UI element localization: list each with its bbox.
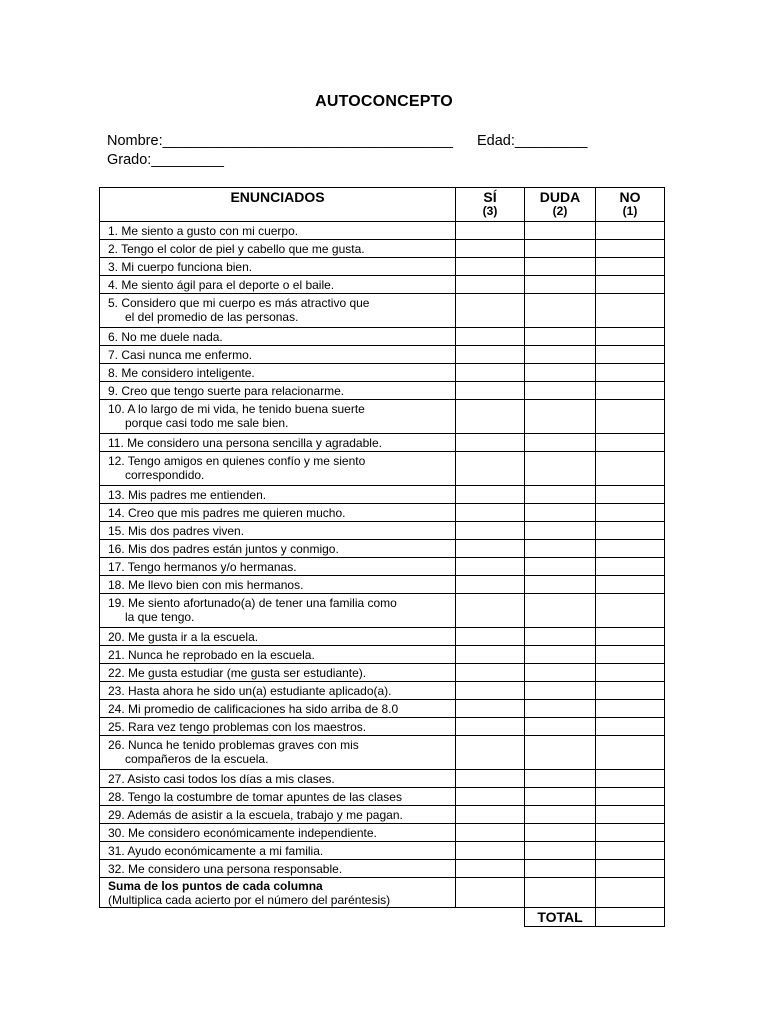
answer-cell-no[interactable]: [596, 294, 665, 328]
answer-cell-duda[interactable]: [525, 486, 596, 504]
statement-row: [100, 736, 665, 770]
header-label: SÍ: [483, 189, 497, 205]
answer-cell-duda[interactable]: [525, 788, 596, 806]
statement-text: 30. Me considero económicamente independiente.: [108, 826, 377, 840]
statement-row: [100, 294, 665, 328]
statement-text: 11. Me considero una persona sencilla y agradable.: [108, 436, 382, 450]
statement-row: [100, 382, 665, 400]
answer-cell-duda[interactable]: [525, 628, 596, 646]
statement-text: 29. Además de asistir a la escuela, trabajo y me pagan.: [108, 808, 403, 822]
header-row: [100, 188, 665, 222]
statement-cell: [100, 328, 456, 346]
statement-text: 17. Tengo hermanos y/o hermanas.: [108, 560, 297, 574]
answer-cell-duda[interactable]: [525, 770, 596, 788]
statement-text: 23. Hasta ahora he sido un(a) estudiante aplicado(a).: [108, 684, 392, 698]
answer-cell-si[interactable]: [456, 258, 525, 276]
answer-cell-no[interactable]: [596, 664, 665, 682]
sum-label: Suma de los puntos de cada columna: [108, 879, 323, 893]
statement-row: [100, 806, 665, 824]
statement-cell: [100, 664, 456, 682]
statement-text: 8. Me considero inteligente.: [108, 366, 255, 380]
answer-cell-no[interactable]: [596, 646, 665, 664]
statement-text: 2. Tengo el color de piel y cabello que me gusta.: [108, 242, 365, 256]
statement-text: la que tengo.: [125, 610, 195, 624]
answer-cell-no[interactable]: [596, 240, 665, 258]
answer-cell-si[interactable]: [456, 718, 525, 736]
answer-cell-si[interactable]: [456, 294, 525, 328]
answer-cell-no[interactable]: [596, 682, 665, 700]
statement-row: [100, 842, 665, 860]
statement-row: [100, 222, 665, 240]
sum-label-cell: [100, 878, 456, 908]
statement-text: 32. Me considero una persona responsable.: [108, 862, 343, 876]
answer-cell-si[interactable]: [456, 222, 525, 240]
answer-cell-si[interactable]: [456, 486, 525, 504]
answer-cell-no[interactable]: [596, 328, 665, 346]
answer-cell-si[interactable]: [456, 328, 525, 346]
answer-cell-duda[interactable]: [525, 576, 596, 594]
answer-cell-duda[interactable]: [525, 328, 596, 346]
statement-row: [100, 646, 665, 664]
statement-text: 18. Me llevo bien con mis hermanos.: [108, 578, 304, 592]
header-score: (3): [482, 204, 498, 218]
statement-text: 1. Me siento a gusto con mi cuerpo.: [108, 224, 299, 238]
answer-cell-si[interactable]: [456, 576, 525, 594]
statement-text: el del promedio de las personas.: [125, 310, 299, 324]
answer-cell-si[interactable]: [456, 842, 525, 860]
statement-row: [100, 258, 665, 276]
statement-text: 14. Creo que mis padres me quieren mucho.: [108, 506, 346, 520]
answer-cell-duda[interactable]: [525, 522, 596, 540]
answer-cell-duda[interactable]: [525, 558, 596, 576]
statement-text: 6. No me duele nada.: [108, 330, 223, 344]
answer-cell-duda[interactable]: [525, 294, 596, 328]
statement-row: [100, 364, 665, 382]
header-label: NO: [619, 189, 641, 205]
statement-text: 28. Tengo la costumbre de tomar apuntes de las clases: [108, 790, 402, 804]
statement-cell: [100, 276, 456, 294]
statement-row: [100, 770, 665, 788]
statement-text: 16. Mis dos padres están juntos y conmigo.: [108, 542, 339, 556]
answer-cell-duda[interactable]: [525, 504, 596, 522]
header-duda: [525, 188, 596, 222]
statement-text: 27. Asisto casi todos los días a mis clases.: [108, 772, 335, 786]
answer-cell-no[interactable]: [596, 400, 665, 434]
answer-cell-no[interactable]: [596, 276, 665, 294]
statement-row: [100, 664, 665, 682]
statement-cell: [100, 258, 456, 276]
answer-cell-no[interactable]: [596, 806, 665, 824]
answer-cell-duda[interactable]: [525, 240, 596, 258]
header-label: ENUNCIADOS: [230, 189, 325, 205]
answer-cell-no[interactable]: [596, 540, 665, 558]
answer-cell-no[interactable]: [596, 258, 665, 276]
answer-cell-duda[interactable]: [525, 594, 596, 628]
answer-cell-si[interactable]: [456, 824, 525, 842]
statement-row: [100, 860, 665, 878]
statement-text: 5. Considero que mi cuerpo es más atractivo que: [108, 296, 370, 310]
answer-cell-no[interactable]: [596, 770, 665, 788]
answer-cell-no[interactable]: [596, 718, 665, 736]
answer-cell-duda[interactable]: [525, 364, 596, 382]
nombre-field[interactable]: Nombre:____________________________________: [107, 133, 453, 149]
header-label: DUDA: [539, 189, 581, 205]
answer-cell-si[interactable]: [456, 788, 525, 806]
answer-cell-si[interactable]: [456, 700, 525, 718]
statement-cell: [100, 540, 456, 558]
total-value-cell[interactable]: [596, 908, 665, 927]
answer-cell-si[interactable]: [456, 540, 525, 558]
statement-text: 24. Mi promedio de calificaciones ha sido arriba de 8.0: [108, 702, 399, 716]
statement-text: 25. Rara vez tengo problemas con los maestros.: [108, 720, 367, 734]
edad-field[interactable]: Edad:_________: [477, 133, 588, 149]
answer-cell-duda[interactable]: [525, 700, 596, 718]
statement-text: 20. Me gusta ir a la escuela.: [108, 630, 259, 644]
statement-row: [100, 718, 665, 736]
answer-cell-no[interactable]: [596, 736, 665, 770]
answer-cell-no[interactable]: [596, 452, 665, 486]
statement-row: [100, 594, 665, 628]
answer-cell-no[interactable]: [596, 594, 665, 628]
statement-cell: [100, 842, 456, 860]
answer-cell-duda[interactable]: [525, 842, 596, 860]
statement-row: [100, 400, 665, 434]
statement-row: [100, 276, 665, 294]
statement-cell: [100, 400, 456, 434]
answer-cell-no[interactable]: [596, 842, 665, 860]
answer-cell-no[interactable]: [596, 628, 665, 646]
sum-duda-cell[interactable]: [525, 878, 596, 908]
header-si: [456, 188, 525, 222]
statement-cell: [100, 364, 456, 382]
statement-row: [100, 486, 665, 504]
statement-cell: [100, 788, 456, 806]
sum-no-cell[interactable]: [596, 878, 665, 908]
answer-cell-si[interactable]: [456, 452, 525, 486]
grado-field[interactable]: Grado:_________: [107, 152, 224, 168]
answer-cell-si[interactable]: [456, 736, 525, 770]
statement-cell: [100, 486, 456, 504]
answer-cell-si[interactable]: [456, 346, 525, 364]
answer-cell-no[interactable]: [596, 434, 665, 452]
statement-cell: [100, 646, 456, 664]
statement-text: 26. Nunca he tenido problemas graves con mis: [108, 738, 359, 752]
total-blank: [456, 908, 525, 927]
answer-cell-no[interactable]: [596, 558, 665, 576]
statement-cell: [100, 628, 456, 646]
statement-row: [100, 824, 665, 842]
answer-cell-si[interactable]: [456, 594, 525, 628]
answer-cell-si[interactable]: [456, 240, 525, 258]
answer-cell-duda[interactable]: [525, 682, 596, 700]
answer-cell-no[interactable]: [596, 382, 665, 400]
answer-cell-no[interactable]: [596, 346, 665, 364]
answer-cell-duda[interactable]: [525, 276, 596, 294]
sum-si-cell[interactable]: [456, 878, 525, 908]
statement-cell: [100, 504, 456, 522]
answer-cell-duda[interactable]: [525, 806, 596, 824]
answer-cell-duda[interactable]: [525, 860, 596, 878]
page-title: AUTOCONCEPTO: [315, 93, 453, 110]
answer-cell-si[interactable]: [456, 434, 525, 452]
answer-cell-si[interactable]: [456, 646, 525, 664]
answer-cell-no[interactable]: [596, 222, 665, 240]
statement-row: [100, 346, 665, 364]
statement-row: [100, 540, 665, 558]
answer-cell-duda[interactable]: [525, 718, 596, 736]
statement-text: 13. Mis padres me entienden.: [108, 488, 267, 502]
total-row: [100, 908, 665, 927]
total-blank: [100, 908, 456, 927]
statement-row: [100, 504, 665, 522]
statement-cell: [100, 682, 456, 700]
statement-row: [100, 522, 665, 540]
statement-text: 4. Me siento ágil para el deporte o el baile.: [108, 278, 335, 292]
answer-cell-no[interactable]: [596, 522, 665, 540]
answer-cell-no[interactable]: [596, 824, 665, 842]
statement-row: [100, 788, 665, 806]
statement-cell: [100, 522, 456, 540]
statement-cell: [100, 576, 456, 594]
answer-cell-si[interactable]: [456, 664, 525, 682]
statement-cell: [100, 770, 456, 788]
answer-cell-si[interactable]: [456, 276, 525, 294]
questionnaire-table: [99, 187, 665, 927]
statement-cell: [100, 806, 456, 824]
statement-cell: [100, 860, 456, 878]
answer-cell-no[interactable]: [596, 364, 665, 382]
answer-cell-duda[interactable]: [525, 664, 596, 682]
statement-text: 7. Casi nunca me enfermo.: [108, 348, 253, 362]
statement-text: 12. Tengo amigos en quienes confío y me siento: [108, 454, 366, 468]
statement-cell: [100, 434, 456, 452]
statement-cell: [100, 824, 456, 842]
answer-cell-duda[interactable]: [525, 646, 596, 664]
answer-cell-duda[interactable]: [525, 400, 596, 434]
statement-row: [100, 328, 665, 346]
answer-cell-si[interactable]: [456, 400, 525, 434]
answer-cell-duda[interactable]: [525, 540, 596, 558]
answer-cell-duda[interactable]: [525, 258, 596, 276]
statement-cell: [100, 736, 456, 770]
statement-row: [100, 628, 665, 646]
answer-cell-si[interactable]: [456, 558, 525, 576]
header-no: [596, 188, 665, 222]
answer-cell-no[interactable]: [596, 860, 665, 878]
answer-cell-si[interactable]: [456, 504, 525, 522]
statement-row: [100, 452, 665, 486]
statement-row: [100, 558, 665, 576]
answer-cell-si[interactable]: [456, 806, 525, 824]
statement-row: [100, 240, 665, 258]
statement-row: [100, 682, 665, 700]
answer-cell-duda[interactable]: [525, 346, 596, 364]
statement-text: 21. Nunca he reprobado en la escuela.: [108, 648, 315, 662]
sum-note: (Multiplica cada acierto por el número del paréntesis): [108, 893, 391, 907]
statement-cell: [100, 594, 456, 628]
answer-cell-duda[interactable]: [525, 434, 596, 452]
answer-cell-duda[interactable]: [525, 824, 596, 842]
answer-cell-si[interactable]: [456, 860, 525, 878]
statement-text: 9. Creo que tengo suerte para relacionarme.: [108, 384, 345, 398]
total-label: TOTAL: [525, 908, 596, 927]
statement-text: 19. Me siento afortunado(a) de tener una familia como: [108, 596, 397, 610]
header-score: (1): [622, 204, 638, 218]
statement-cell: [100, 452, 456, 486]
answer-cell-si[interactable]: [456, 364, 525, 382]
answer-cell-duda[interactable]: [525, 382, 596, 400]
statement-cell: [100, 718, 456, 736]
statement-cell: [100, 382, 456, 400]
answer-cell-no[interactable]: [596, 504, 665, 522]
statement-text: porque casi todo me sale bien.: [125, 416, 289, 430]
statement-text: 10. A lo largo de mi vida, he tenido buena suerte: [108, 402, 365, 416]
statement-row: [100, 576, 665, 594]
statement-text: 15. Mis dos padres viven.: [108, 524, 245, 538]
statement-row: [100, 700, 665, 718]
statement-cell: [100, 222, 456, 240]
header-score: (2): [552, 204, 568, 218]
statement-text: 22. Me gusta estudiar (me gusta ser estudiante).: [108, 666, 367, 680]
answer-cell-si[interactable]: [456, 682, 525, 700]
answer-cell-no[interactable]: [596, 788, 665, 806]
answer-cell-si[interactable]: [456, 770, 525, 788]
statement-cell: [100, 558, 456, 576]
statement-cell: [100, 294, 456, 328]
statement-row: [100, 434, 665, 452]
answer-cell-duda[interactable]: [525, 736, 596, 770]
statement-text: correspondido.: [125, 468, 205, 482]
answer-cell-duda[interactable]: [525, 452, 596, 486]
statement-cell: [100, 240, 456, 258]
answer-cell-si[interactable]: [456, 628, 525, 646]
statement-cell: [100, 700, 456, 718]
answer-cell-no[interactable]: [596, 700, 665, 718]
header-enunciados: [100, 188, 456, 222]
sum-row: [100, 878, 665, 908]
statement-text: 31. Ayudo económicamente a mi familia.: [108, 844, 324, 858]
statement-text: 3. Mi cuerpo funciona bien.: [108, 260, 253, 274]
answer-cell-si[interactable]: [456, 522, 525, 540]
answer-cell-no[interactable]: [596, 486, 665, 504]
statement-cell: [100, 346, 456, 364]
answer-cell-si[interactable]: [456, 382, 525, 400]
answer-cell-duda[interactable]: [525, 222, 596, 240]
answer-cell-no[interactable]: [596, 576, 665, 594]
statement-text: compañeros de la escuela.: [125, 752, 269, 766]
